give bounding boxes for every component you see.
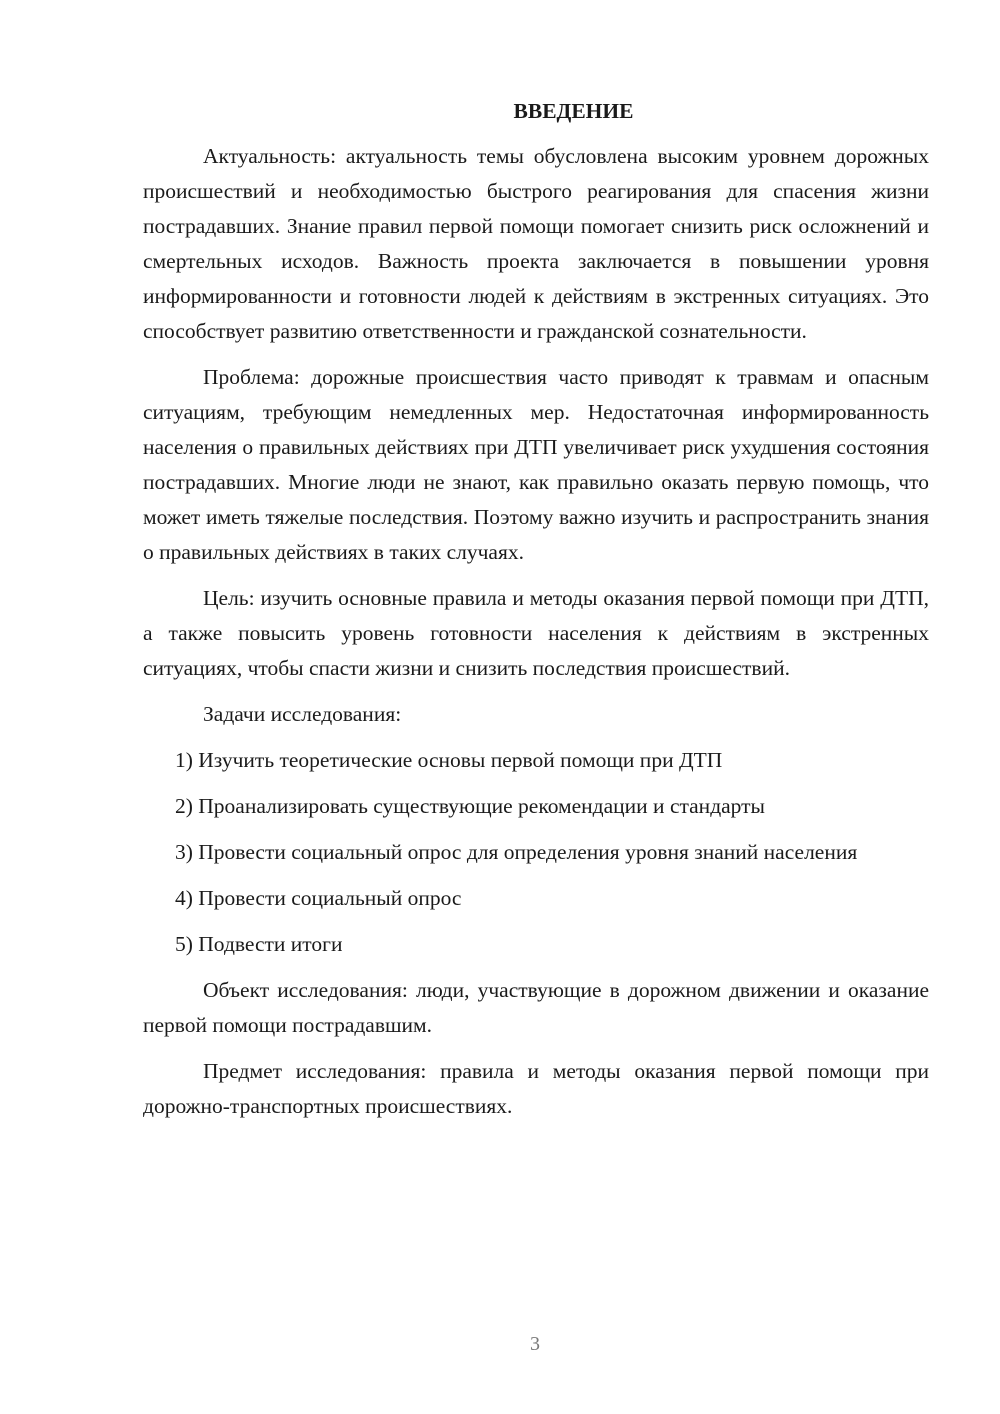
object-paragraph: Объект исследования: люди, участвующие в дорожном движении и оказание первой помощи пострадавшим. bbox=[143, 978, 929, 1037]
goal-paragraph: Цель: изучить основные правила и методы оказания первой помощи при ДТП, а также повысить уровень готовности населения к действиям в экстренных ситуациях, чтобы спасти жизни и снизить последствия происшествий. bbox=[143, 586, 929, 680]
task-item-2: 2) Проанализировать существующие рекомендации и стандарты bbox=[175, 794, 765, 818]
task-item-4: 4) Провести социальный опрос bbox=[175, 886, 462, 910]
tasks-intro: Задачи исследования: bbox=[203, 702, 402, 726]
task-item-3: 3) Провести социальный опрос для определения уровня знаний населения bbox=[175, 840, 858, 864]
section-heading: ВВЕДЕНИЕ bbox=[513, 99, 634, 123]
problem-paragraph: Проблема: дорожные происшествия часто приводят к травмам и опасным ситуациям, требующим немедленных мер. Недостаточная информированность населения о правильных действиях при ДТП увеличивает риск ухудшения состояния пострадавших. Многие люди не знают, как правильно оказать первую помощь, что может иметь тяжелые последствия. Поэтому важно изучить и распространить знания о правильных действиях в таких случаях. bbox=[143, 365, 929, 564]
subject-paragraph: Предмет исследования: правила и методы оказания первой помощи при дорожно-транспортных происшествиях. bbox=[143, 1059, 929, 1118]
page-number: 3 bbox=[530, 1333, 540, 1355]
task-item-1: 1) Изучить теоретические основы первой помощи при ДТП bbox=[175, 748, 723, 772]
document-page bbox=[143, 94, 929, 1135]
task-item-5: 5) Подвести итоги bbox=[175, 932, 343, 956]
relevance-paragraph: Актуальность: актуальность темы обусловлена высоким уровнем дорожных происшествий и необходимостью быстрого реагирования для спасения жизни пострадавших. Знание правил первой помощи помогает снизить риск осложнений и смертельных исходов. Важность проекта заключается в повышении уровня информированности и готовности людей к действиям в экстренных ситуациях. Это способствует развитию ответственности и гражданской сознательности. bbox=[143, 144, 929, 343]
